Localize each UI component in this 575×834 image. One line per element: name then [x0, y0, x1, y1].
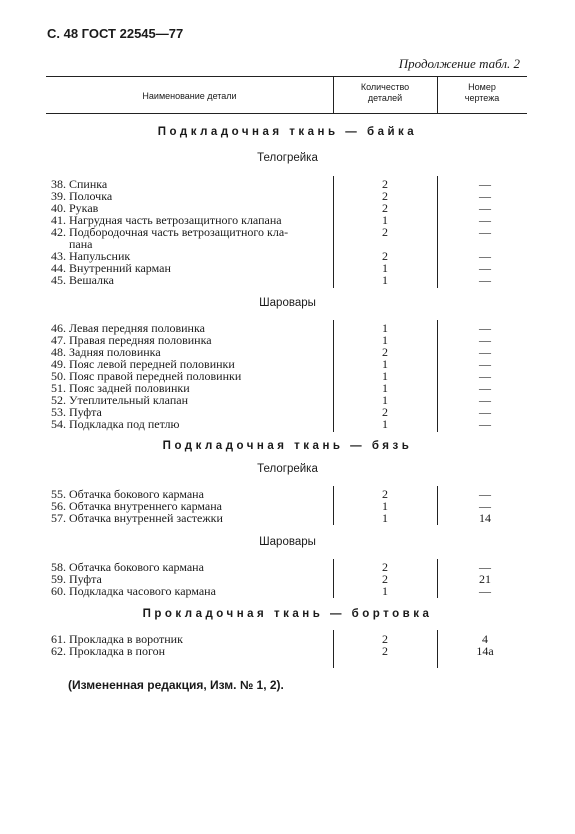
part-quantity: 1 [382, 321, 388, 335]
drawing-number: — [479, 357, 491, 371]
part-quantity: 2 [382, 632, 388, 646]
table-continuation-label: Продолжение табл. 2 [398, 56, 520, 71]
row-number: 54. [51, 417, 66, 431]
part-name: Пояс задней половинки [69, 381, 190, 395]
part-quantity: 2 [382, 249, 388, 263]
section-title: Подкладочная ткань — байка [157, 126, 418, 138]
part-quantity: 1 [382, 213, 388, 227]
table-row [0, 585, 575, 597]
part-quantity: 1 [382, 511, 388, 525]
drawing-number: — [479, 321, 491, 335]
drawing-number: — [479, 273, 491, 287]
table-header-bottom-rule [46, 113, 527, 114]
part-name: Спинка [69, 177, 108, 191]
part-name: Обтачка бокового кармана [69, 487, 204, 501]
group-subtitle: Шаровары [259, 297, 316, 309]
part-name: Подкладка под петлю [69, 417, 180, 431]
row-number: 43. [51, 249, 66, 263]
column-header-qty [333, 82, 437, 104]
row-number: 42. [51, 225, 66, 239]
drawing-number: — [479, 393, 491, 407]
drawing-number: — [479, 201, 491, 215]
row-number: 59. [51, 572, 66, 586]
column-header-name: Наименование детали [142, 91, 237, 101]
drawing-number: — [479, 177, 491, 191]
part-quantity: 2 [382, 405, 388, 419]
part-name: Внутренний карман [69, 261, 171, 275]
drawing-number: — [479, 381, 491, 395]
row-number: 51. [51, 381, 66, 395]
part-quantity: 1 [382, 393, 388, 407]
drawing-number: — [479, 417, 491, 431]
column-header-qty-line1: Количество [360, 82, 410, 92]
row-number: 40. [51, 201, 66, 215]
part-quantity: 1 [382, 499, 388, 513]
part-quantity: 1 [382, 333, 388, 347]
drawing-number: — [479, 487, 491, 501]
drawing-number: — [479, 369, 491, 383]
row-number: 53. [51, 405, 66, 419]
drawing-number: — [479, 405, 491, 419]
part-name: Обтачка внутренней застежки [69, 511, 223, 525]
part-quantity: 1 [382, 584, 388, 598]
column-header-qty-line2: деталей [367, 93, 403, 103]
row-number: 57. [51, 511, 66, 525]
row-number: 47. [51, 333, 66, 347]
part-quantity: 2 [382, 644, 388, 658]
row-number: 46. [51, 321, 66, 335]
part-name: пана [69, 237, 93, 251]
drawing-number: 14а [476, 644, 494, 658]
part-name: Вешалка [69, 273, 114, 287]
part-name: Пояс левой передней половинки [69, 357, 235, 371]
part-quantity: 2 [382, 225, 388, 239]
part-name: Напульсник [69, 249, 131, 263]
part-name: Подкладка часового кармана [69, 584, 216, 598]
row-number: 49. [51, 357, 66, 371]
row-number: 61. [51, 632, 66, 646]
section-title: Подкладочная ткань — бязь [162, 440, 413, 452]
table-row [0, 512, 575, 524]
part-quantity: 1 [382, 417, 388, 431]
row-number: 55. [51, 487, 66, 501]
part-quantity: 2 [382, 560, 388, 574]
part-quantity: 1 [382, 261, 388, 275]
part-name: Подбородочная часть ветрозащитного кла- [69, 225, 289, 239]
drawing-number: 4 [482, 632, 488, 646]
row-number: 38. [51, 177, 66, 191]
row-number: 41. [51, 213, 66, 227]
column-header-drawing-line2: чертежа [464, 93, 500, 103]
amendment-note: (Измененная редакция, Изм. № 1, 2). [68, 678, 284, 692]
row-number: 45. [51, 273, 66, 287]
drawing-number: 21 [479, 572, 491, 586]
column-header-drawing [437, 82, 527, 104]
part-name: Задняя половинка [69, 345, 161, 359]
row-number: 56. [51, 499, 66, 513]
part-quantity: 2 [382, 177, 388, 191]
part-name: Нагрудная часть ветрозащитного клапана [69, 213, 282, 227]
row-number: 60. [51, 584, 66, 598]
part-quantity: 2 [382, 345, 388, 359]
row-number: 58. [51, 560, 66, 574]
section-title: Прокладочная ткань — бортовка [142, 608, 433, 620]
part-quantity: 1 [382, 357, 388, 371]
part-quantity: 2 [382, 487, 388, 501]
drawing-number: 14 [479, 511, 491, 525]
drawing-number: — [479, 345, 491, 359]
part-name: Левая передняя половинка [69, 321, 205, 335]
drawing-number: — [479, 584, 491, 598]
drawing-number: — [479, 333, 491, 347]
part-name: Обтачка внутреннего кармана [69, 499, 222, 513]
row-number: 39. [51, 189, 66, 203]
part-name: Прокладка в погон [69, 644, 166, 658]
drawing-number: — [479, 225, 491, 239]
group-subtitle: Телогрейка [257, 152, 318, 164]
part-quantity: 2 [382, 201, 388, 215]
part-name: Утеплительный клапан [69, 393, 188, 407]
row-number: 48. [51, 345, 66, 359]
part-name: Обтачка бокового кармана [69, 560, 204, 574]
row-number: 62. [51, 644, 66, 658]
drawing-number: — [479, 261, 491, 275]
part-name: Правая передняя половинка [69, 333, 212, 347]
drawing-number: — [479, 189, 491, 203]
row-number: 52. [51, 393, 66, 407]
drawing-number: — [479, 560, 491, 574]
part-quantity: 1 [382, 369, 388, 383]
part-quantity: 2 [382, 189, 388, 203]
column-header-drawing-line1: Номер [468, 82, 496, 92]
row-number: 44. [51, 261, 66, 275]
table-row [0, 418, 575, 430]
part-name: Прокладка в воротник [69, 632, 183, 646]
part-name: Полочка [69, 189, 113, 203]
row-number: 50. [51, 369, 66, 383]
part-quantity: 1 [382, 273, 388, 287]
part-name: Пуфта [69, 572, 102, 586]
drawing-number: — [479, 249, 491, 263]
part-quantity: 1 [382, 381, 388, 395]
drawing-number: — [479, 499, 491, 513]
part-name: Пуфта [69, 405, 102, 419]
drawing-number: — [479, 213, 491, 227]
part-name: Рукав [69, 201, 99, 215]
table-top-rule [46, 76, 527, 77]
group-subtitle: Телогрейка [257, 463, 318, 475]
page-header: С. 48 ГОСТ 22545—77 [47, 26, 184, 41]
table-row [0, 274, 575, 286]
part-quantity: 2 [382, 572, 388, 586]
part-name: Пояс правой передней половинки [69, 369, 242, 383]
group-subtitle: Шаровары [259, 536, 316, 548]
table-row [0, 645, 575, 657]
